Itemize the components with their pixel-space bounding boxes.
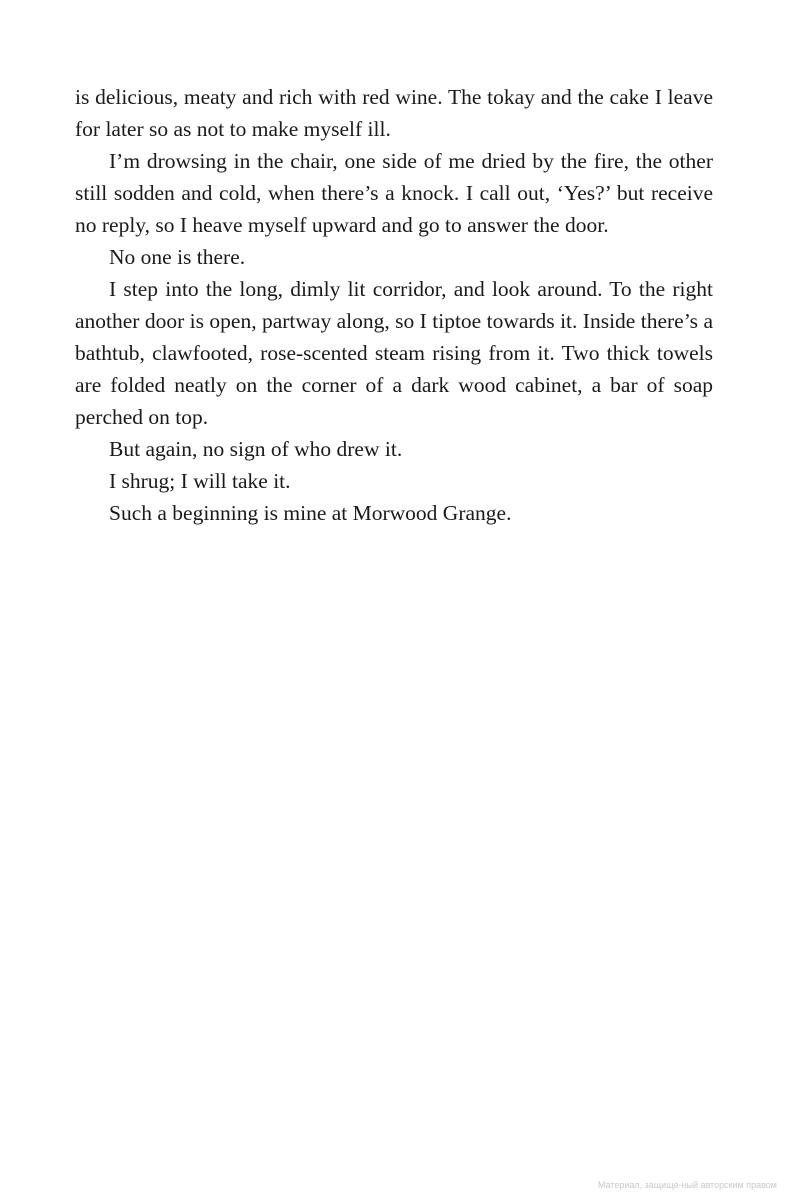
paragraph-corridor: I step into the long, dimly lit corridor, and look around. To the right another door is open, partway along, so I tiptoe towards it. Inside there’s a bathtub, clawfooted, rose-scented steam rising from it. Two thick towels are folded neatly on the corner of a dark wood cabinet, a bar of soap perched on top. (75, 277, 713, 429)
paragraph-drowsing: I’m drowsing in the chair, one side of me dried by the fire, the other still sodden and cold, when there’s a knock. I call out, ‘Yes?’ but receive no reply, so I heave myself upward and go to answer the door. (75, 149, 713, 237)
paragraph-shrug: I shrug; I will take it. (109, 469, 291, 493)
paragraph-no-one: No one is there. (109, 245, 246, 269)
paragraph-no-sign: But again, no sign of who drew it. (109, 437, 403, 461)
body-text (75, 81, 713, 529)
paragraph-beginning: Such a beginning is mine at Morwood Grange. (109, 501, 512, 525)
paragraph-continuation: is delicious, meaty and rich with red wine. The tokay and the cake I leave for later so as not to make myself ill. (75, 85, 713, 141)
copyright-watermark: Материал, защище-ный авторским правом (597, 1180, 777, 1190)
